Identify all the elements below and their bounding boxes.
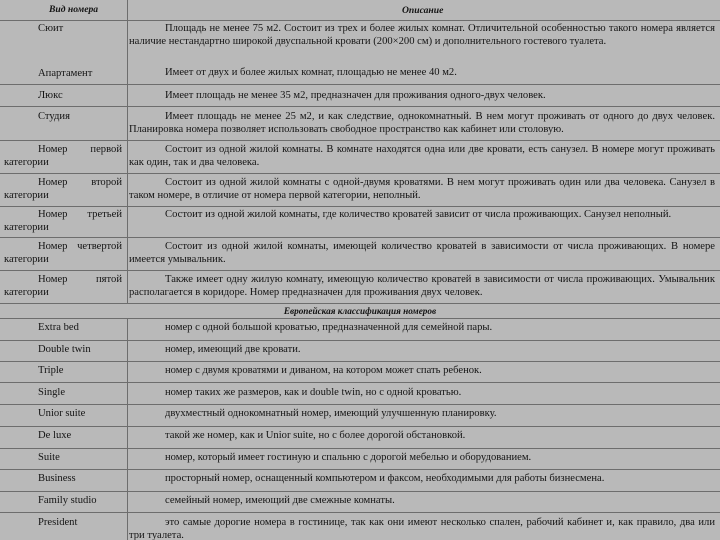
- row-divider: [0, 469, 720, 470]
- header-description: Описание: [402, 5, 444, 16]
- room-type-name: Номер четвертой категории: [4, 241, 122, 265]
- room-type-description: семейный номер, имеющий две смежные комнаты.: [165, 495, 395, 506]
- room-type-name: Апартамент: [38, 68, 93, 79]
- room-type-description: Состоит из одной жилой комнаты, имеющей количество кроватей в зависимости от числа проживающих. В номере имеется умывальник.: [129, 241, 715, 265]
- row-divider: [0, 84, 720, 85]
- row-divider: [0, 491, 720, 492]
- room-type-name: De luxe: [38, 430, 72, 441]
- row-divider: [0, 318, 720, 319]
- room-type-name: Family studio: [38, 495, 97, 506]
- row-divider: [0, 303, 720, 304]
- room-type-description: Имеет площадь не менее 25 м2, и как следствие, однокомнатный. В нем могут проживать от одного до двух человек. Планировка номера позволяет использовать свободное пространство как кабинет или столовую.: [129, 111, 715, 135]
- room-type-name: Номер первой категории: [4, 144, 122, 168]
- room-type-description: Имеет площадь не менее 35 м2, предназначен для проживания одного-двух человек.: [165, 90, 546, 101]
- room-type-name: Студия: [38, 111, 70, 122]
- row-divider: [0, 173, 720, 174]
- room-type-description: Также имеет одну жилую комнату, имеющую количество кроватей в зависимости от числа проживающих. Умывальник располагается в коридоре. Номер предназначен для проживания двух человек.: [129, 274, 715, 298]
- room-type-name: Business: [38, 473, 76, 484]
- row-divider: [0, 426, 720, 427]
- room-type-description: это самые дорогие номера в гостинице, так как они имеют несколько спален, рабочий кабинет и, как правило, два или три туалета.: [129, 517, 715, 540]
- room-type-description: просторный номер, оснащенный компьютером и факсом, необходимыми для работы бизнесмена.: [165, 473, 605, 484]
- column-divider: [127, 0, 128, 303]
- room-type-name: Suite: [38, 452, 60, 463]
- room-type-description: номер с двумя кроватями и диваном, на котором может спать ребенок.: [165, 365, 482, 376]
- row-divider: [0, 361, 720, 362]
- room-type-name: President: [38, 517, 78, 528]
- room-type-name: Сюит: [38, 23, 64, 34]
- room-type-description: Состоит из одной жилой комнаты с одной-двумя кроватями. В нем могут проживать один или два человека. Санузел в таком номере, в отличие от номера первой категории, неполный.: [129, 177, 715, 201]
- room-type-name: Номер второй категории: [4, 177, 122, 201]
- row-divider: [0, 404, 720, 405]
- room-type-name: Single: [38, 387, 66, 398]
- room-type-description: номер таких же размеров, как и double twin, но с одной кроватью.: [165, 387, 462, 398]
- section-title: Европейская классификация номеров: [283, 306, 437, 316]
- room-type-description: номер, имеющий две кровати.: [165, 344, 301, 355]
- room-type-description: такой же номер, как и Unior suite, но с более дорогой обстановкой.: [165, 430, 466, 441]
- room-type-name: Triple: [38, 365, 64, 376]
- column-divider: [127, 318, 128, 540]
- room-type-description: номер, который имеет гостиную и спальню с дорогой мебелью и оборудованием.: [165, 452, 532, 463]
- row-divider: [0, 106, 720, 107]
- row-divider: [0, 206, 720, 207]
- room-type-name: Номер пятой категории: [4, 274, 122, 298]
- header-room-type: Вид номера: [49, 4, 99, 15]
- row-divider: [0, 382, 720, 383]
- room-type-name: Номер третьей категории: [4, 209, 122, 233]
- room-type-name: Double twin: [38, 344, 91, 355]
- row-divider: [0, 270, 720, 271]
- room-type-description: Площадь не менее 75 м2. Состоит из трех и более жилых комнат. Отличительной особенностью такого номера является наличие нестандартно широкой двуспальной кровати (200×200 см) и дополнительного гостевого туалета.: [129, 23, 715, 47]
- room-type-description: Состоит из одной жилой комнаты, где количество кроватей зависит от числа проживающих. Санузел неполный.: [165, 209, 672, 220]
- room-type-name: Extra bed: [38, 322, 79, 333]
- row-divider: [0, 140, 720, 141]
- row-divider: [0, 512, 720, 513]
- room-type-description: номер с одной большой кроватью, предназначенной для семейной пары.: [165, 322, 493, 333]
- row-divider: [0, 448, 720, 449]
- row-divider: [0, 237, 720, 238]
- row-divider: [0, 340, 720, 341]
- room-type-description: Состоит из одной жилой комнаты. В комнате находятся одна или две кровати, есть санузел. В номере могут проживать как один, так и два человека.: [129, 144, 715, 168]
- room-type-name: Люкс: [38, 90, 63, 101]
- room-type-description: двухместный однокомнатный номер, имеющий улучшенную планировку.: [165, 408, 497, 419]
- room-type-description: Имеет от двух и более жилых комнат, площадью не менее 40 м2.: [165, 67, 457, 78]
- row-divider: [0, 20, 720, 21]
- room-type-name: Unior suite: [38, 408, 86, 419]
